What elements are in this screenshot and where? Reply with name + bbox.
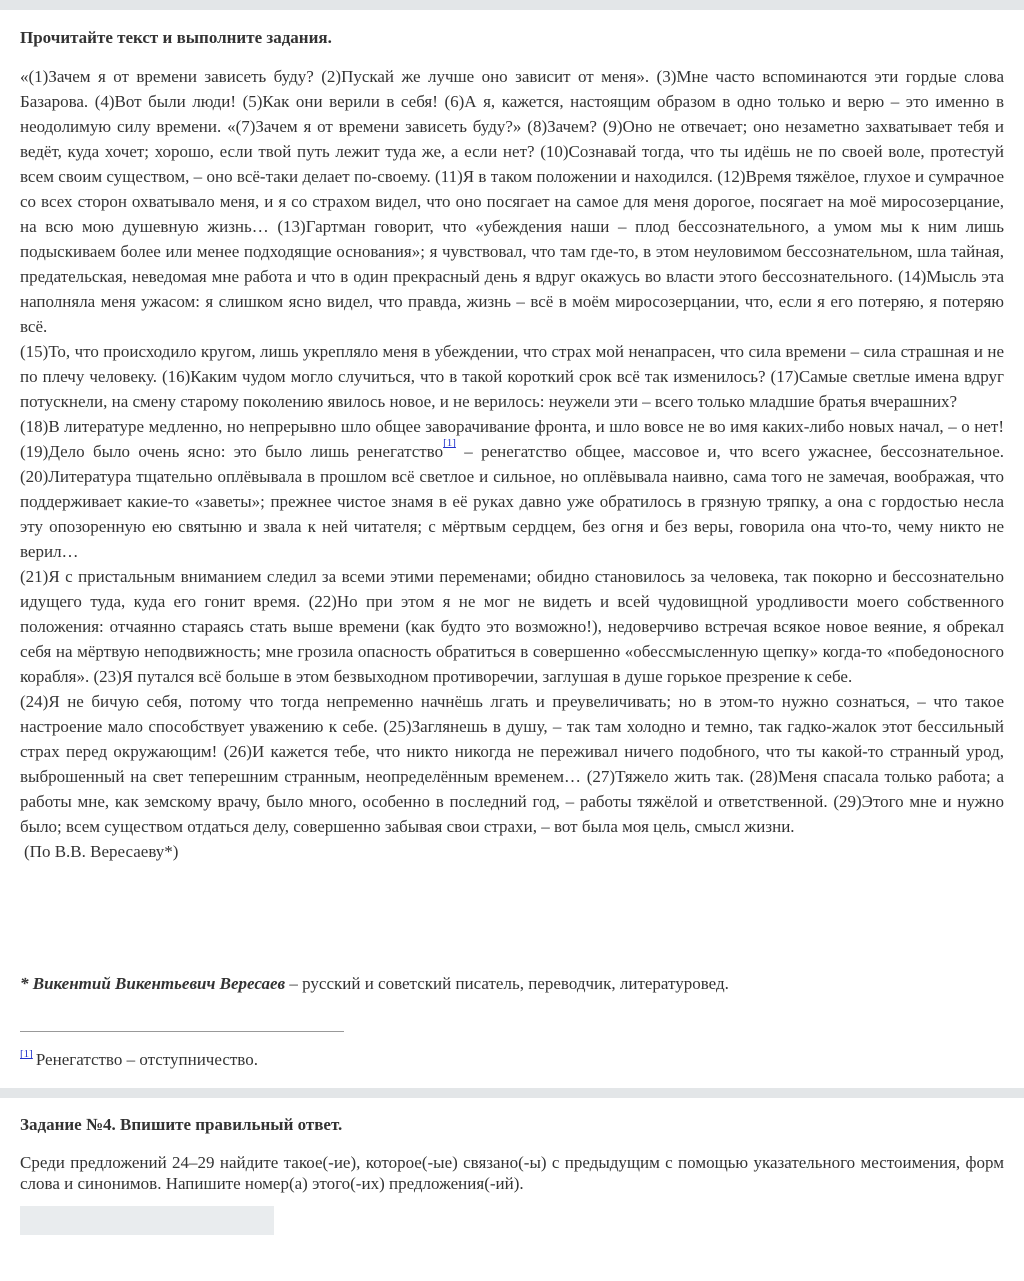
passage-paragraph-4: (21)Я с пристальным вниманием следил за всеми этими переменами; обидно становилось за человека, так покорно и бессознательно идущего туда, куда его гонит время. (22)Но при этом я не мог не видеть и всей чудовищной уродливости моего собственного положения: отчаянно стараясь стать выше времени (как будто это возможно!), недоверчиво встречая всякое новое веяние, я обрекал себя на мёртвую неподвижность; мне грозила опасность обратиться в совершенно «обессмысленную щепку» когда-то «победоносного корабля». (23)Я путался всё больше в этом безвыходном противоречии, заглушая в душе горькое презрение к себе. — [20, 567, 1004, 686]
task-description: Среди предложений 24–29 найдите такое(-ие), которое(-ые) связано(-ы) с предыдущим с помощью указательного местоимения, форм слова и синонимов. Напишите номер(а) этого(-их) предложения(-ий). — [20, 1153, 1004, 1193]
passage-paragraph-5: (24)Я не бичую себя, потому что тогда непременно начнёшь лгать и преувеличивать; но в этом-то нужно сознаться, – что такое настроение мало способствует уважению к себе. (25)Заглянешь в душу, – так там холодно и темно, так гадко-жалок этот бессильный страх перед окружающим! (26)И кажется тебе, что никто никогда не переживал ничего подобного, что ты какой-то странный урод, выброшенный на свет теперешним странным, неопределённым временем… (27)Тяжело жить так. (28)Меня спасала только работа; а работы мне, как земскому врачу, было много, особенно в последний год, – работы тяжёлой и ответственной. (29)Этого мне и нужно было; всем существом отдаться делу, совершенно забывая свои страхи, – вот была моя цель, смысл жизни. — [20, 692, 1004, 836]
instruction-heading: Прочитайте текст и выполните задания. — [20, 28, 332, 47]
reading-passage — [20, 64, 1004, 864]
task-separator-bar — [0, 1088, 1024, 1098]
footnote — [20, 1040, 258, 1072]
answer-input[interactable] — [20, 1206, 274, 1235]
task-heading: Задание №4. Впишите правильный ответ. — [20, 1115, 343, 1134]
author-note — [20, 972, 729, 996]
footnote-divider — [20, 1031, 344, 1032]
footnote-mark-link[interactable]: [1] — [20, 1048, 33, 1060]
author-note-asterisk: * — [20, 974, 33, 993]
footnote-text: Ренегатство – отступничество. — [35, 1050, 258, 1069]
paragraph-3-text-start: (18)В литературе медленно, но непрерывно шло общее заворачивание фронта, и шло вовсе не во имя каких-либо новых начал, – о нет! (19)Дело было очень ясно: это было лишь ренегатство — [20, 417, 1004, 461]
passage-paragraph-3 — [20, 414, 1004, 564]
paragraph-3-text-end: – ренегатство общее, массовое и, что всего ужаснее, бессознательное. (20)Литература тщательно оплёвывала в прошлом всё светлое и сильное, но оплёвывала наивно, сама того не замечая, воображая, что поддерживает какие-то «заветы»; прежнее чистое знамя в её руках давно уже обратилось в грязную тряпку, а она с гордостью несла эту опозоренную ею святыню и звала к ней читателя; с мёртвым сердцем, без огня и без веры, говорила она что-то, чему никто не верил… — [20, 442, 1004, 561]
top-separator-bar — [0, 0, 1024, 10]
author-name: Викентий Викентьевич Вересаев — [32, 974, 286, 993]
author-description: – русский и советский писатель, переводчик, литературовед. — [285, 974, 729, 993]
passage-paragraph-1: «(1)Зачем я от времени зависеть буду? (2)Пускай же лучше оно зависит от меня». (3)Мне часто вспоминаются эти гордые слова Базарова. (4)Вот были люди! (5)Как они верили в себя! (6)А я, кажется, настоящим образом в одно только и верю – это именно в неодолимую силу времени. «(7)Зачем я от времени зависеть буду?» (8)Зачем? (9)Оно не отвечает; оно незаметно захватывает тебя и ведёт, куда хочет; хорошо, если твой путь лежит туда же, а если нет? (10)Сознавай тогда, что ты идёшь не по своей воле, протестуй всем своим существом, – оно всё-таки делает по-своему. (11)Я в таком положении и находился. (12)Время тяжёлое, глухое и сумрачное со всех сторон охватывало меня, и я со страхом видел, что оно посягает на самое для меня дорогое, посягает на моё миросозерцание, на всю мою душевную жизнь… (13)Гартман говорит, что «убеждения наши – плод бессознательного, а умом мы к ним лишь подыскиваем более или менее подходящие основания»; я чувствовал, что там где-то, в этом неуловимом бессознательном, шла тайная, предательская, неведомая мне работа и что в один прекрасный день я вдруг окажусь во власти этого бессознательного. (14)Мысль эта наполняла меня ужасом: я слишком ясно видел, что правда, жизнь – всё в моём миросозерцании, что, если я его потеряю, я потеряю всё. — [20, 67, 1004, 336]
passage-paragraph-2: (15)То, что происходило кругом, лишь укрепляло меня в убеждении, что страх мой ненапрасен, что сила времени – сила страшная и не по плечу человеку. (16)Каким чудом могло случиться, что в такой короткий срок всё так изменилось? (17)Самые светлые имена вдруг потускнели, на смену старому поколению явилось новое, и не верилось: неужели эти – всего только младшие братья вчерашних? — [20, 342, 1004, 411]
footnote-reference-link[interactable]: [1] — [443, 437, 456, 449]
passage-source: (По В.В. Вересаеву*) — [24, 842, 179, 861]
